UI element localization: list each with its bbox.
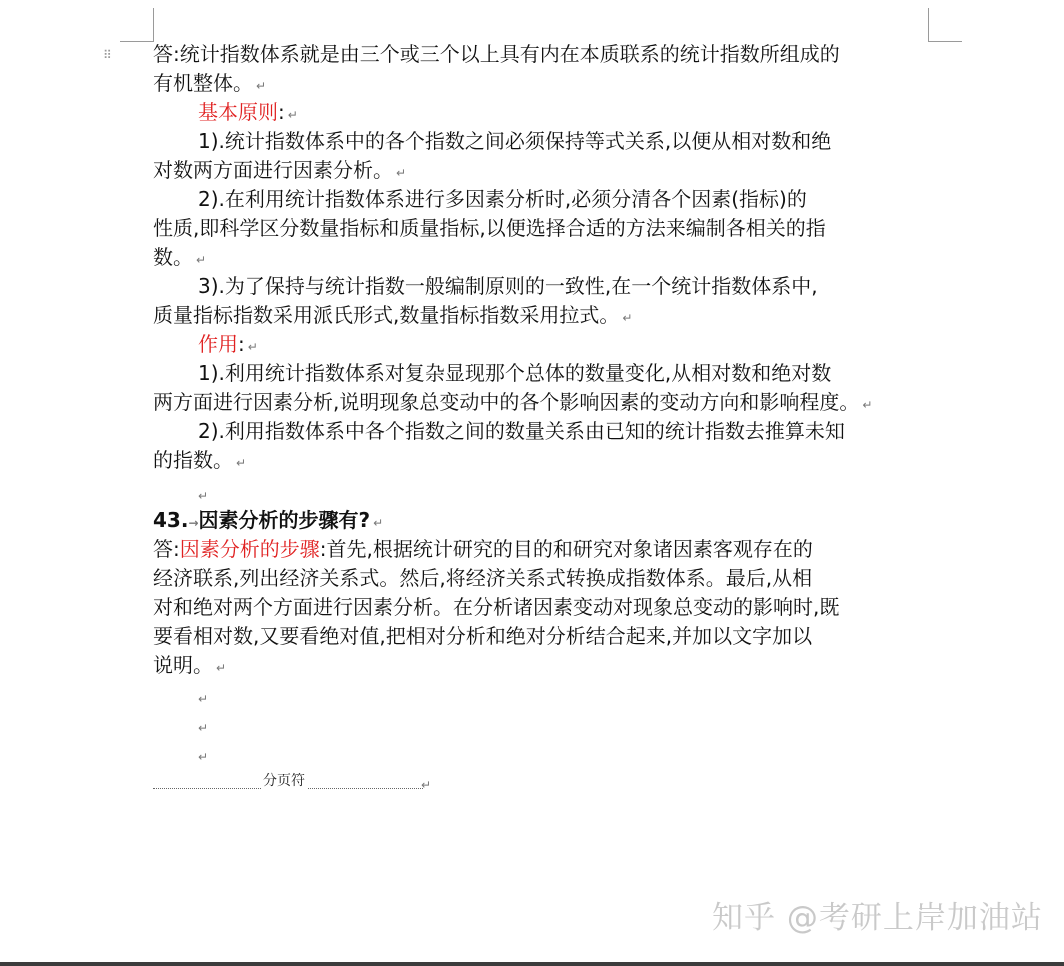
paragraph-mark-icon: ↵ (198, 721, 209, 735)
section-heading-function: 作用: ↵ (198, 332, 258, 356)
tab-arrow-icon: → (188, 516, 199, 530)
paragraph-mark-icon: ↵ (622, 311, 633, 325)
paragraph-mark-icon: ↵ (373, 516, 384, 530)
paragraph-mark-icon: ↵ (421, 778, 432, 792)
page-break-label: 分页符 (263, 773, 305, 789)
page-corner-marker-top-right (928, 41, 962, 42)
answer-line: 答:因素分析的步骤:首先,根据统计研究的目的和研究对象诸因素客观存在的 (153, 537, 813, 561)
page-break-marker (153, 772, 432, 792)
paragraph-mark-icon: ↵ (862, 398, 873, 412)
move-handle-icon[interactable]: ⠿ (103, 48, 112, 62)
page-corner-marker-top-left (153, 8, 154, 42)
paragraph-mark-icon: ↵ (236, 456, 247, 470)
answer-intro-line: 有机整体。 ↵ (153, 71, 267, 95)
question-heading: 43.→因素分析的步骤有? ↵ (153, 508, 384, 532)
function-item: 两方面进行因素分析,说明现象总变动中的各个影响因素的变动方向和影响程度。 ↵ (153, 390, 873, 414)
principle-item: 对数两方面进行因素分析。 ↵ (153, 158, 407, 182)
principle-item: 2).在利用统计指数体系进行多因素分析时,必须分清各个因素(指标)的 (198, 187, 807, 211)
bottom-edge-bar (0, 962, 1064, 966)
paragraph-mark-icon: ↵ (198, 750, 209, 764)
principle-item: 数。 ↵ (153, 245, 207, 269)
principle-item: 3).为了保持与统计指数一般编制原则的一致性,在一个统计指数体系中, (198, 274, 818, 298)
answer-intro-line: 答:统计指数体系就是由三个或三个以上具有内在本质联系的统计指数所组成的 (153, 42, 840, 66)
principle-item: 质量指标指数采用派氏形式,数量指标指数采用拉式。 ↵ (153, 303, 633, 327)
paragraph-mark-icon: ↵ (256, 79, 267, 93)
watermark: 知乎 @考研上岸加油站 (712, 900, 1043, 936)
paragraph-mark-icon: ↵ (198, 692, 209, 706)
function-item: 的指数。 ↵ (153, 448, 247, 472)
answer-line: 要看相对数,又要看绝对值,把相对分析和绝对分析结合起来,并加以文字加以 (153, 624, 813, 648)
page-corner-marker-top-right (928, 8, 929, 42)
principle-item: 1).统计指数体系中的各个指数之间必须保持等式关系,以便从相对数和绝 (198, 129, 832, 153)
section-heading-principles: 基本原则: ↵ (198, 100, 298, 124)
answer-line: 对和绝对两个方面进行因素分析。在分析诸因素变动对现象总变动的影响时,既 (153, 595, 840, 619)
answer-line: 说明。 ↵ (153, 653, 227, 677)
paragraph-mark-icon: ↵ (216, 661, 227, 675)
function-item: 2).利用指数体系中各个指数之间的数量关系由已知的统计指数去推算未知 (198, 419, 845, 443)
paragraph-mark-icon: ↵ (247, 340, 258, 354)
function-item: 1).利用统计指数体系对复杂显现那个总体的数量变化,从相对数和绝对数 (198, 361, 832, 385)
principle-item: 性质,即科学区分数量指标和质量指标,以便选择合适的方法来编制各相关的指 (153, 216, 826, 240)
answer-line: 经济联系,列出经济关系式。然后,将经济关系式转换成指数体系。最后,从相 (153, 566, 813, 590)
page-corner-marker-top-left (120, 41, 153, 42)
paragraph-mark-icon: ↵ (287, 108, 298, 122)
paragraph-mark-icon: ↵ (198, 489, 209, 503)
paragraph-mark-icon: ↵ (396, 166, 407, 180)
paragraph-mark-icon: ↵ (196, 253, 207, 267)
